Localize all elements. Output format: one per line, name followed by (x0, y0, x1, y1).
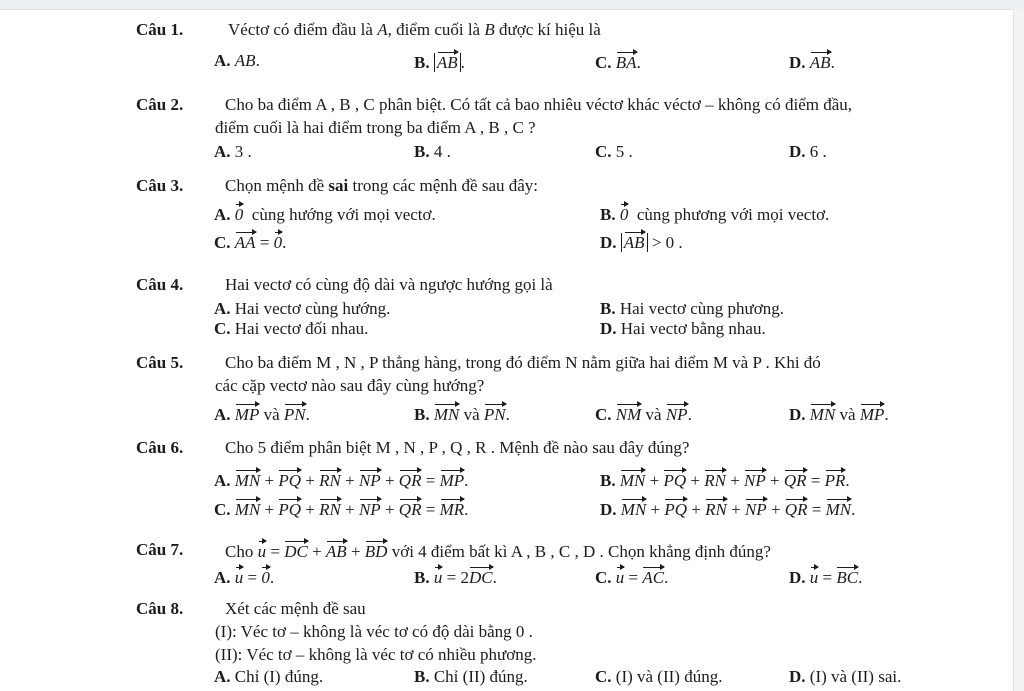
q2-option-c[interactable]: C. 5 . (595, 142, 633, 161)
q6-option-b[interactable]: B. MN + PQ + RN + NP + QR = PR. (600, 471, 850, 490)
q6-option-a[interactable]: A. MN + PQ + RN + NP + QR = MP. (214, 471, 469, 490)
q2-option-d[interactable]: D. 6 . (789, 142, 827, 161)
question-8-statement-1: (I): Véc tơ – không là véc tơ có độ dài bằng 0 . (215, 622, 533, 641)
q7-option-b[interactable]: B. u = 2DC. (414, 568, 497, 587)
q3-option-c[interactable]: C. AA = 0. (214, 233, 287, 252)
q5-option-c[interactable]: C. NM và NP. (595, 405, 692, 424)
q4-option-b[interactable]: B. Hai vectơ cùng phương. (600, 299, 784, 318)
question-2-line-2: điểm cuối là hai điểm trong ba điểm A , B , C ? (215, 118, 536, 137)
question-8-label: Câu 8. (136, 599, 184, 618)
q3-option-a[interactable]: A. 0 cùng hướng với mọi vectơ. (214, 205, 436, 224)
q4-option-a[interactable]: A. Hai vectơ cùng hướng. (214, 299, 391, 318)
q1-option-c[interactable]: C. BA. (595, 53, 641, 72)
question-5-line-1: Cho ba điểm M , N , P thẳng hàng, trong đó điểm N nằm giữa hai điểm M và P . Khi đó (225, 353, 821, 372)
question-7-label: Câu 7. (136, 540, 184, 559)
q7-option-c[interactable]: C. u = AC. (595, 568, 669, 587)
question-2-line-1: Cho ba điểm A , B , C phân biệt. Có tất cả bao nhiêu véctơ khác véctơ – không có điểm đầu, (225, 95, 853, 114)
q3-option-d[interactable]: D. AB > 0 . (600, 233, 683, 252)
q6-option-d[interactable]: D. MN + PQ + RN + NP + QR = MN. (600, 500, 856, 519)
q3-option-b[interactable]: B. 0 cùng phương với mọi vectơ. (600, 205, 830, 224)
question-5-label: Câu 5. (136, 353, 184, 372)
q7-option-d[interactable]: D. u = BC. (789, 568, 863, 587)
q4-option-c[interactable]: C. Hai vectơ đối nhau. (214, 319, 369, 338)
question-3-text: Chọn mệnh đề sai trong các mệnh đề sau đây: (225, 176, 539, 195)
q2-option-a[interactable]: A. 3 . (214, 142, 252, 161)
q1-option-a[interactable]: A. AB. (214, 51, 260, 70)
vertical-scrollbar[interactable] (1013, 9, 1024, 691)
q1-option-b[interactable]: B. AB . (414, 53, 465, 72)
q5-option-a[interactable]: A. MP và PN. (214, 405, 310, 424)
question-5-line-2: các cặp vectơ nào sau đây cùng hướng? (215, 376, 485, 395)
q2-option-b[interactable]: B. 4 . (414, 142, 451, 161)
q6-option-c[interactable]: C. MN + PQ + RN + NP + QR = MR. (214, 500, 469, 519)
question-6-text: Cho 5 điểm phân biệt M , N , P , Q , R . Mệnh đề nào sau đây đúng? (225, 438, 690, 457)
q8-option-d[interactable]: D. (I) và (II) sai. (789, 667, 902, 686)
question-4-label: Câu 4. (136, 275, 184, 294)
q4-option-d[interactable]: D. Hai vectơ bằng nhau. (600, 319, 766, 338)
q1-option-d[interactable]: D. AB. (789, 53, 835, 72)
question-1-text: Véctơ có điểm đầu là A, điểm cuối là B được kí hiệu là (228, 20, 601, 39)
question-8-statement-2: (II): Véc tơ – không là véc tơ có nhiều phương. (215, 645, 537, 664)
q8-option-b[interactable]: B. Chỉ (II) đúng. (414, 667, 528, 686)
question-4-text: Hai vectơ có cùng độ dài và ngược hướng gọi là (225, 275, 553, 294)
q8-option-c[interactable]: C. (I) và (II) đúng. (595, 667, 723, 686)
question-3-label: Câu 3. (136, 176, 184, 195)
q7-option-a[interactable]: A. u = 0. (214, 568, 275, 587)
question-8-text: Xét các mệnh đề sau (225, 599, 366, 618)
q8-option-a[interactable]: A. Chỉ (I) đúng. (214, 667, 324, 686)
question-6-label: Câu 6. (136, 438, 184, 457)
question-7-text: Cho u = DC + AB + BD với 4 điểm bất kì A , B , C , D . Chọn khẳng định đúng? (225, 542, 771, 561)
question-2-label: Câu 2. (136, 95, 184, 114)
question-1-label: Câu 1. (136, 20, 184, 39)
q5-option-d[interactable]: D. MN và MP. (789, 405, 889, 424)
q5-option-b[interactable]: B. MN và PN. (414, 405, 510, 424)
